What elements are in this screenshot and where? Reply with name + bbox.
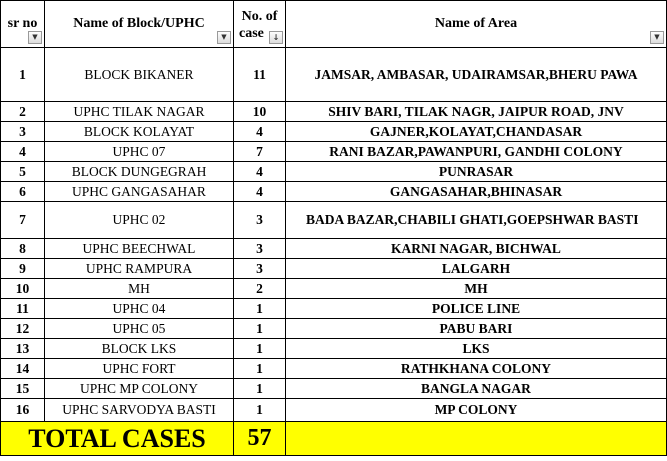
table-row <box>1 279 667 299</box>
cases-cell: 7 <box>234 142 286 162</box>
table-row <box>1 48 667 102</box>
cases-cell: 1 <box>234 339 286 359</box>
table-row <box>1 379 667 399</box>
cases-cell: 3 <box>234 239 286 259</box>
block-cell: UPHC MP COLONY <box>45 379 234 399</box>
table-row <box>1 359 667 379</box>
table-row <box>1 102 667 122</box>
sr-cell: 5 <box>1 162 45 182</box>
table-row <box>1 259 667 279</box>
table-row <box>1 182 667 202</box>
sr-cell: 14 <box>1 359 45 379</box>
header-block-label: Name of Block/UPHC <box>73 16 205 31</box>
block-cell: UPHC SARVODYA BASTI <box>45 399 234 422</box>
sr-cell: 9 <box>1 259 45 279</box>
sr-cell: 16 <box>1 399 45 422</box>
header-cases-line2: case <box>239 26 264 41</box>
area-cell: GAJNER,KOLAYAT,CHANDASAR <box>286 122 667 142</box>
area-cell: SHIV BARI, TILAK NAGR, JAIPUR ROAD, JNV <box>286 102 667 122</box>
sr-cell: 7 <box>1 202 45 239</box>
area-cell: MP COLONY <box>286 399 667 422</box>
table-row <box>1 399 667 422</box>
filter-dropdown-icon[interactable]: ▼ <box>217 31 231 44</box>
area-cell: RATHKHANA COLONY <box>286 359 667 379</box>
block-cell: MH <box>45 279 234 299</box>
block-cell: UPHC RAMPURA <box>45 259 234 279</box>
area-cell: RANI BAZAR,PAWANPURI, GANDHI COLONY <box>286 142 667 162</box>
table-row <box>1 142 667 162</box>
block-cell: UPHC TILAK NAGAR <box>45 102 234 122</box>
header-row <box>1 1 667 48</box>
block-cell: UPHC 05 <box>45 319 234 339</box>
header-cases-line1: No. of <box>241 9 278 24</box>
table-row <box>1 299 667 319</box>
block-cell: UPHC BEECHWAL <box>45 239 234 259</box>
area-cell: PUNRASAR <box>286 162 667 182</box>
block-cell: UPHC 02 <box>45 202 234 239</box>
sort-descending-filter-icon[interactable]: ↓ <box>269 31 283 44</box>
area-cell: BANGLA NAGAR <box>286 379 667 399</box>
cases-cell: 10 <box>234 102 286 122</box>
cases-cell: 1 <box>234 299 286 319</box>
block-cell: UPHC 04 <box>45 299 234 319</box>
cases-cell: 4 <box>234 122 286 142</box>
cases-cell: 1 <box>234 379 286 399</box>
sr-cell: 12 <box>1 319 45 339</box>
block-cell: BLOCK DUNGEGRAH <box>45 162 234 182</box>
block-cell: BLOCK LKS <box>45 339 234 359</box>
table-row <box>1 122 667 142</box>
sr-cell: 6 <box>1 182 45 202</box>
cases-cell: 1 <box>234 319 286 339</box>
sr-cell: 11 <box>1 299 45 319</box>
area-cell: PABU BARI <box>286 319 667 339</box>
table-row <box>1 339 667 359</box>
total-area-cell <box>286 422 667 456</box>
cases-cell: 3 <box>234 259 286 279</box>
filter-dropdown-icon[interactable]: ▼ <box>650 31 664 44</box>
sr-cell: 15 <box>1 379 45 399</box>
cases-cell: 2 <box>234 279 286 299</box>
area-cell: MH <box>286 279 667 299</box>
table-row <box>1 319 667 339</box>
header-sr-no <box>1 1 45 48</box>
cases-cell: 4 <box>234 182 286 202</box>
cases-cell: 4 <box>234 162 286 182</box>
header-area <box>286 1 667 48</box>
area-cell: JAMSAR, AMBASAR, UDAIRAMSAR,BHERU PAWA <box>286 48 667 102</box>
header-sr-no-label: sr no <box>7 16 38 31</box>
header-cases <box>234 1 286 48</box>
block-cell: UPHC FORT <box>45 359 234 379</box>
area-cell: POLICE LINE <box>286 299 667 319</box>
filter-dropdown-icon[interactable]: ▼ <box>28 31 42 44</box>
total-cases-label: TOTAL CASES <box>1 422 234 456</box>
table-row <box>1 202 667 239</box>
header-area-label: Name of Area <box>434 16 518 31</box>
block-cell: UPHC 07 <box>45 142 234 162</box>
sr-cell: 3 <box>1 122 45 142</box>
cases-cell: 1 <box>234 399 286 422</box>
area-cell: LALGARH <box>286 259 667 279</box>
sr-cell: 2 <box>1 102 45 122</box>
block-cell: UPHC GANGASAHAR <box>45 182 234 202</box>
sr-cell: 4 <box>1 142 45 162</box>
area-cell: GANGASAHAR,BHINASAR <box>286 182 667 202</box>
area-cell: BADA BAZAR,CHABILI GHATI,GOEPSHWAR BASTI <box>286 202 667 239</box>
sr-cell: 8 <box>1 239 45 259</box>
sr-cell: 1 <box>1 48 45 102</box>
header-block <box>45 1 234 48</box>
block-cell: BLOCK KOLAYAT <box>45 122 234 142</box>
sr-cell: 13 <box>1 339 45 359</box>
table-row <box>1 162 667 182</box>
table-row <box>1 239 667 259</box>
area-cell: LKS <box>286 339 667 359</box>
cases-cell: 1 <box>234 359 286 379</box>
cases-cell: 11 <box>234 48 286 102</box>
total-cases-value: 57 <box>234 422 286 456</box>
cases-cell: 3 <box>234 202 286 239</box>
block-cell: BLOCK BIKANER <box>45 48 234 102</box>
sr-cell: 10 <box>1 279 45 299</box>
area-cell: KARNI NAGAR, BICHWAL <box>286 239 667 259</box>
total-row <box>1 422 667 456</box>
